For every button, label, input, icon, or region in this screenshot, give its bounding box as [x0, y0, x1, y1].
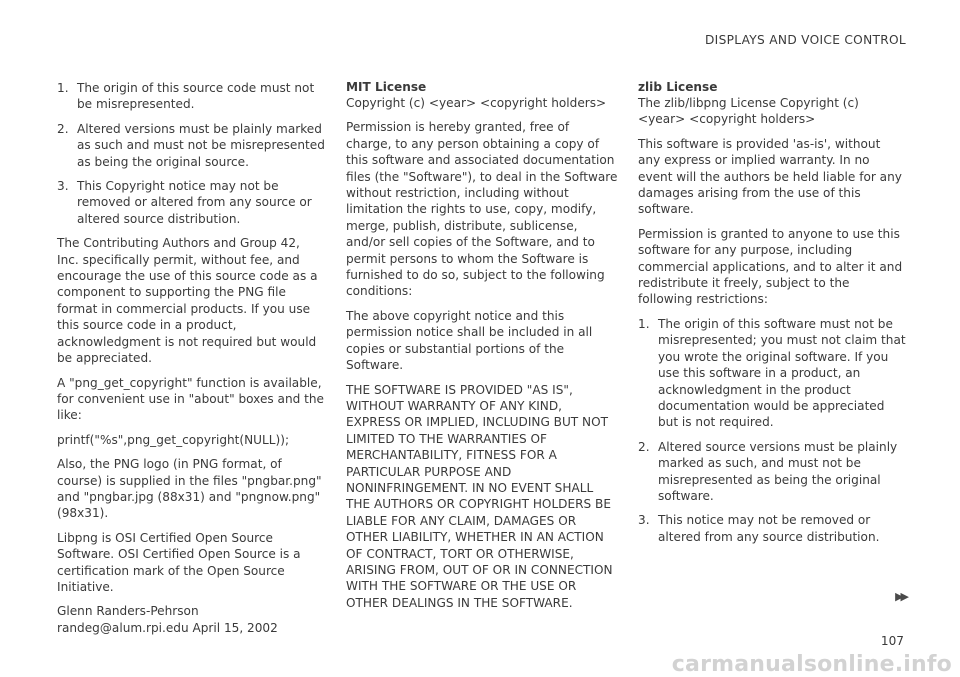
list-item — [638, 512, 906, 545]
numbered-list — [638, 316, 906, 545]
column-3 — [638, 80, 906, 553]
paragraph: THE SOFTWARE IS PROVIDED "AS IS", WITHOUT WARRANTY OF ANY KIND, EXPRESS OR IMPLIED, INCLUDING BUT NOT LIMITED TO THE WARRANTIES OF MERCHANTABILITY, FITNESS FOR A PARTICULAR PURPOSE AND NONINFRINGEMENT. IN NO EVENT SHALL THE AUTHORS OR COPYRIGHT HOLDERS BE LIABLE FOR ANY CLAIM, DAMAGES OR OTHER LIABILITY, WHETHER IN AN ACTION OF CONTRACT, TORT OR OTHERWISE, ARISING FROM, OUT OF OR IN CONNECTION WITH THE SOFTWARE OR THE USE OR OTHER DEALINGS IN THE SOFTWARE. — [346, 382, 613, 610]
list-item-text: Altered source versions must be plainly marked as such, and must not be misrepresented as being the original software. — [658, 439, 898, 503]
list-item-text: The origin of this software must not be misrepresented; you must not claim that you wrote the original software. If you use this software in a product, an acknowledgment in the product documentation would be appreciated but is not required. — [658, 316, 906, 430]
list-item — [638, 439, 906, 505]
zlib-license-heading: zlib License — [638, 80, 718, 94]
watermark: carmanualsonline.info — [671, 652, 952, 677]
paragraph: Also, the PNG logo (in PNG format, of course) is supplied in the files "pngbar.png" and "pngbar.jpg (88x31) and "pngnow.png" (98x31). — [57, 457, 322, 521]
list-item-text: This notice may not be removed or altered from any source distribution. — [658, 513, 880, 544]
list-item-number: 1. — [57, 81, 69, 95]
list-item — [638, 316, 906, 431]
list-item-number: 3. — [638, 513, 650, 528]
list-item-number: 1. — [638, 316, 650, 331]
code-line: printf("%s",png_get_copyright(NULL)); — [57, 432, 290, 447]
column-2 — [346, 80, 618, 619]
list-item — [57, 121, 325, 170]
list-item-text: The origin of this source code must not be misrepresented. — [77, 81, 315, 112]
list-item-number: 3. — [57, 179, 69, 194]
paragraph: The above copyright notice and this permission notice shall be included in all copies or substantial portions of the Software. — [346, 308, 593, 373]
paragraph: The Contributing Authors and Group 42, Inc. specifically permit, without fee, and encourage the use of this source code as a component to supporting the PNG file format in commercial products. If you use this source code in a product, acknowledgment is not required but would be appreciated. — [57, 236, 318, 366]
paragraph: A "png_get_copyright" function is available, for convenient use in "about" boxes and the like: — [57, 375, 325, 423]
list-item-number: 2. — [638, 439, 650, 454]
paragraph: This software is provided 'as-is', without any express or implied warranty. In no event will the authors be held liable for any damages arising from the use of this software. — [638, 136, 902, 217]
mit-license-heading: MIT License — [346, 80, 427, 94]
column-1 — [57, 80, 325, 644]
author-signature: Glenn Randers-Pehrson randeg@alum.rpi.edu April 15, 2002 — [57, 604, 278, 635]
list-item-text: Altered versions must be plainly marked as such and must not be misrepresented as being the original source. — [77, 121, 325, 169]
paragraph: Copyright (c) <year> <copyright holders> — [346, 96, 607, 110]
numbered-list — [57, 80, 325, 227]
list-item-number: 2. — [57, 121, 69, 136]
paragraph: Libpng is OSI Certified Open Source Software. OSI Certified Open Source is a certification mark of the Open Source Initiative. — [57, 530, 301, 594]
double-chevron-right-icon[interactable]: ▶▶ — [895, 590, 906, 603]
paragraph: The zlib/libpng License Copyright (c) <year> <copyright holders> — [638, 96, 859, 127]
list-item — [57, 178, 325, 227]
paragraph: Permission is hereby granted, free of charge, to any person obtaining a copy of this software and associated documentation files (the "Software"), to deal in the Software without restriction, including without limitation the rights to use, copy, modify, merge, publish, distribute, sublicense, and/or sell copies of the Software, and to permit persons to whom the Software is furnished to do so, subject to the following conditions: — [346, 120, 618, 299]
page-number: 107 — [880, 634, 904, 648]
section-header: DISPLAYS AND VOICE CONTROL — [704, 33, 906, 47]
list-item-text: This Copyright notice may not be removed or altered from any source or altered source distribution. — [77, 179, 312, 226]
paragraph: Permission is granted to anyone to use this software for any purpose, including commercial applications, and to alter it and redistribute it freely, subject to the following restrictions: — [638, 226, 903, 307]
list-item — [57, 80, 325, 113]
